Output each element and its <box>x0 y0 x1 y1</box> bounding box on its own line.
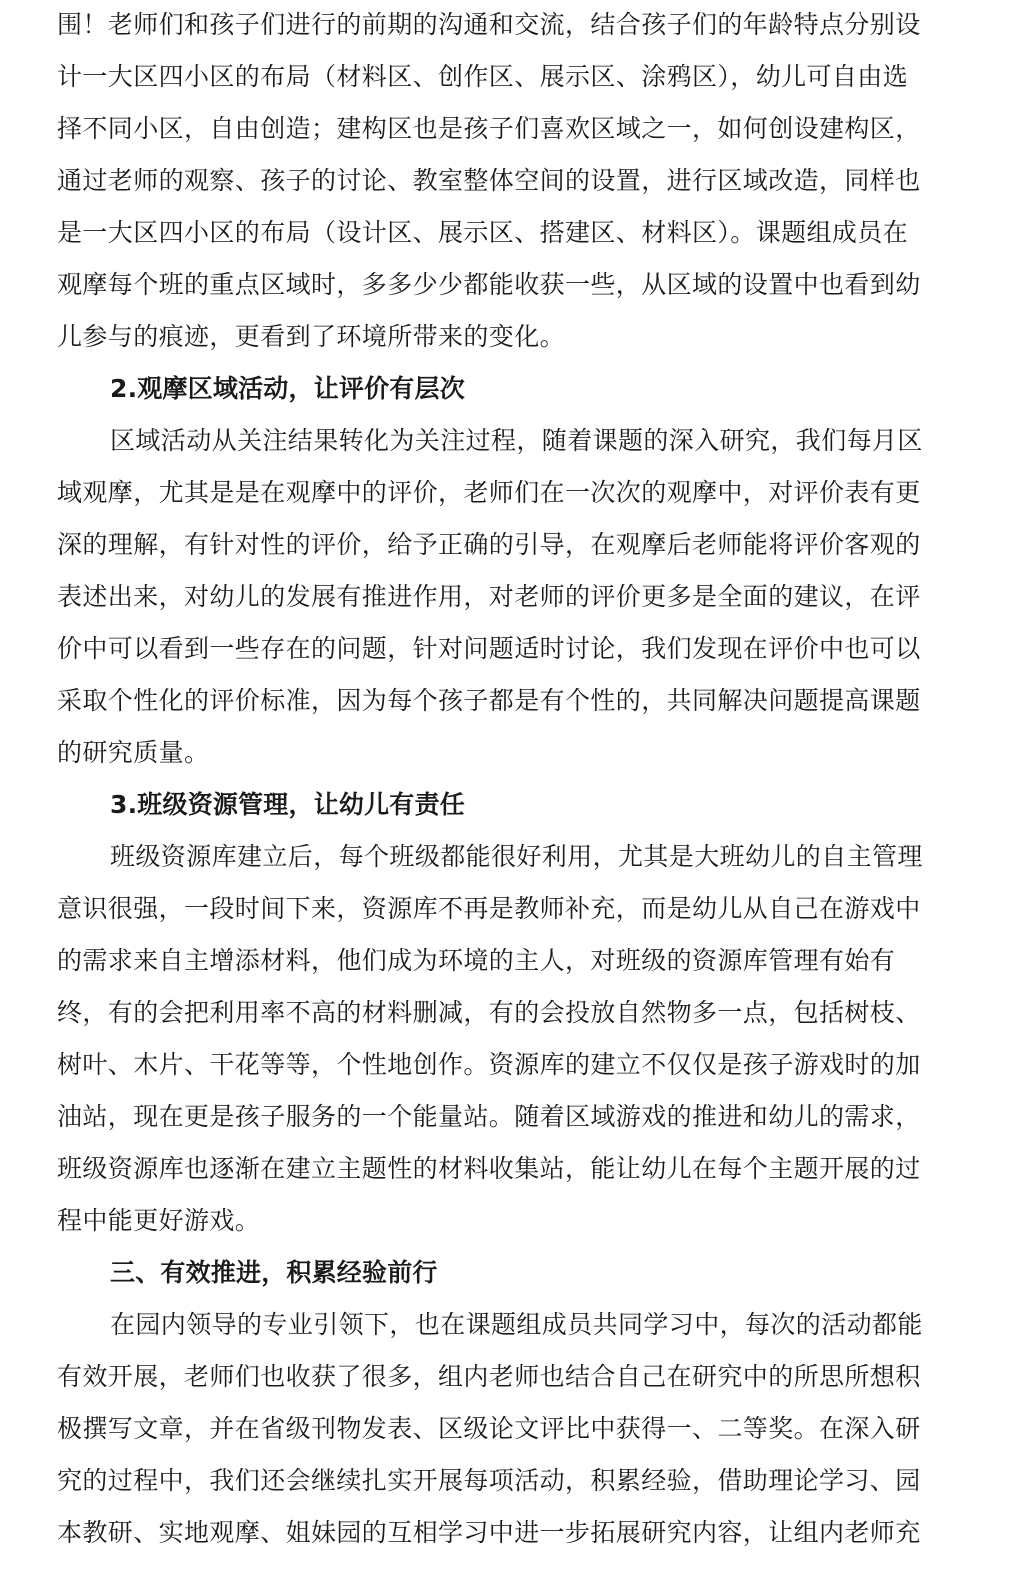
section-heading: 三、有效推进，积累经验前行 <box>110 1258 438 1287</box>
text-line: 程中能更好游戏。 <box>57 1206 261 1235</box>
text-line: 终，有的会把利用率不高的材料删减，有的会投放自然物多一点，包括树枝、 <box>57 998 921 1027</box>
text-line: 的需求来自主增添材料，他们成为环境的主人，对班级的资源库管理有始有 <box>57 946 896 975</box>
text-line: 深的理解，有针对性的评价，给予正确的引导，在观摩后老师能将评价客观的 <box>57 530 921 559</box>
text-line: 究的过程中，我们还会继续扎实开展每项活动，积累经验，借助理论学习、园 <box>57 1466 921 1495</box>
paragraph-first-line: 班级资源库建立后，每个班级都能很好利用，尤其是大班幼儿的自主管理 <box>110 842 923 871</box>
text-line: 采取个性化的评价标准，因为每个孩子都是有个性的，共同解决问题提高课题 <box>57 686 921 715</box>
text-line: 域观摩，尤其是是在观摩中的评价，老师们在一次次的观摩中，对评价表有更 <box>57 478 921 507</box>
text-line: 意识很强，一段时间下来，资源库不再是教师补充，而是幼儿从自己在游戏中 <box>57 894 921 923</box>
paragraph-first-line: 区域活动从关注结果转化为关注过程，随着课题的深入研究，我们每月区 <box>110 426 923 455</box>
text-line: 观摩每个班的重点区域时，多多少少都能收获一些，从区域的设置中也看到幼 <box>57 270 921 299</box>
section-heading: 2.观摩区域活动，让评价有层次 <box>110 374 465 403</box>
text-line: 有效开展，老师们也收获了很多，组内老师也结合自己在研究中的所思所想积 <box>57 1362 921 1391</box>
section-heading: 3.班级资源管理，让幼儿有责任 <box>110 790 465 819</box>
text-line: 极撰写文章，并在省级刊物发表、区级论文评比中获得一、二等奖。在深入研 <box>57 1414 921 1443</box>
text-line: 价中可以看到一些存在的问题，针对问题适时讨论，我们发现在评价中也可以 <box>57 634 921 663</box>
text-line: 儿参与的痕迹，更看到了环境所带来的变化。 <box>57 322 566 351</box>
text-line: 表述出来，对幼儿的发展有推进作用，对老师的评价更多是全面的建议，在评 <box>57 582 921 611</box>
text-line: 的研究质量。 <box>57 738 210 767</box>
text-line: 是一大区四小区的布局（设计区、展示区、搭建区、材料区）。课题组成员在 <box>57 218 909 247</box>
text-line: 围！老师们和孩子们进行的前期的沟通和交流，结合孩子们的年龄特点分别设 <box>57 10 921 39</box>
text-line: 树叶、木片、干花等等，个性地创作。资源库的建立不仅仅是孩子游戏时的加 <box>57 1050 921 1079</box>
text-line: 计一大区四小区的布局（材料区、创作区、展示区、涂鸦区），幼儿可自由选 <box>57 62 909 91</box>
text-line: 本教研、实地观摩、姐妹园的互相学习中进一步拓展研究内容，让组内老师充 <box>57 1518 921 1547</box>
text-line: 择不同小区，自由创造；建构区也是孩子们喜欢区域之一，如何创设建构区， <box>57 114 921 143</box>
text-line: 通过老师的观察、孩子的讨论、教室整体空间的设置，进行区域改造，同样也 <box>57 166 921 195</box>
paragraph-first-line: 在园内领导的专业引领下，也在课题组成员共同学习中，每次的活动都能 <box>110 1310 923 1339</box>
text-line: 班级资源库也逐渐在建立主题性的材料收集站，能让幼儿在每个主题开展的过 <box>57 1154 921 1183</box>
text-line: 油站，现在更是孩子服务的一个能量站。随着区域游戏的推进和幼儿的需求， <box>57 1102 921 1131</box>
